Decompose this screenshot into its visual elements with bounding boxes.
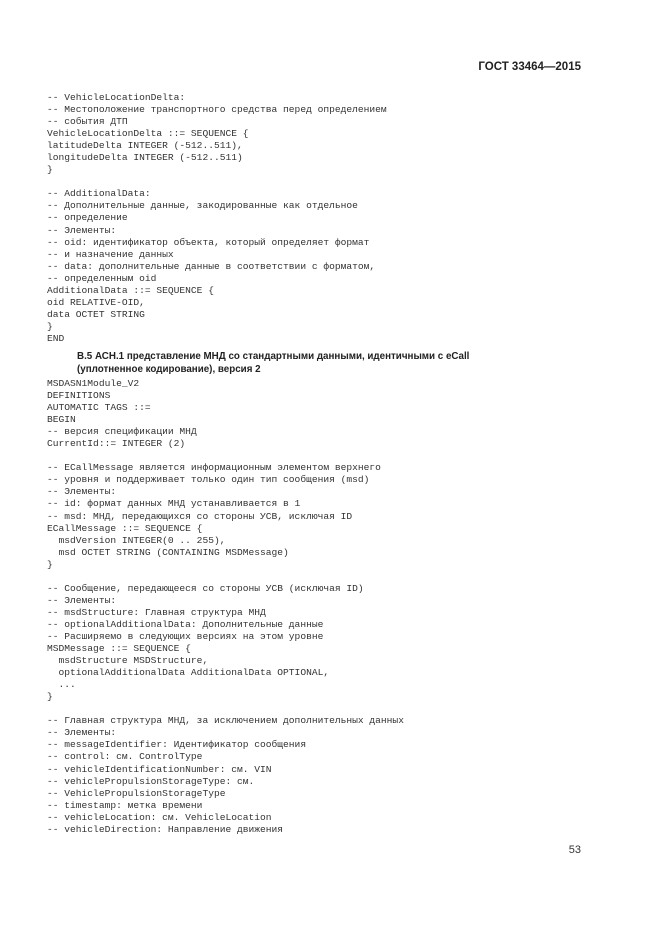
code-line: -- VehiclePropulsionStorageType	[47, 787, 226, 799]
asn1-code-block-1	[47, 92, 607, 345]
code-line: -- Местоположение транспортного средства перед определением	[47, 104, 387, 116]
code-line: -- timestamp: метка времени	[47, 799, 203, 811]
code-line: }	[47, 691, 53, 703]
code-line: -- версия спецификации МНД	[47, 426, 197, 438]
code-line: -- control: см. ControlType	[47, 751, 203, 763]
code-line: }	[47, 320, 53, 332]
code-line: }	[47, 558, 53, 570]
code-line: AUTOMATIC TAGS ::=	[47, 402, 151, 414]
code-line: -- optionalAdditionalData: Дополнительные данные	[47, 618, 324, 630]
section-heading-b5	[77, 351, 597, 376]
code-line: msdStructure MSDStructure,	[47, 655, 209, 667]
code-line: latitudeDelta INTEGER (-512..511),	[47, 140, 243, 152]
code-line: -- VehicleLocationDelta:	[47, 92, 186, 103]
code-line: -- Расширяемо в следующих версиях на этом уровне	[47, 630, 324, 642]
code-line: -- data: дополнительные данные в соответствии с форматом,	[47, 260, 376, 272]
code-line: CurrentId::= INTEGER (2)	[47, 438, 186, 450]
section-heading-line-2: (уплотненное кодирование), версия 2	[77, 363, 261, 375]
code-line: }	[47, 164, 53, 176]
code-line: -- события ДТП	[47, 116, 128, 128]
code-line: AdditionalData ::= SEQUENCE {	[47, 284, 214, 296]
code-line	[47, 571, 607, 583]
code-line: -- oid: идентификатор объекта, который определяет формат	[47, 236, 370, 248]
asn1-code-block-2	[47, 378, 607, 836]
code-line: MSDMessage ::= SEQUENCE {	[47, 643, 191, 655]
code-line: VehicleLocationDelta ::= SEQUENCE {	[47, 128, 249, 140]
code-line: -- уровня и поддерживает только один тип сообщения (msd)	[47, 474, 370, 486]
code-line: -- vehicleLocation: см. VehicleLocation	[47, 811, 272, 823]
page-number: 53	[568, 844, 581, 856]
code-line: MSDASN1Module_V2	[47, 378, 140, 389]
code-line: msdVersion INTEGER(0 .. 255),	[47, 534, 226, 546]
code-line: -- Элементы:	[47, 727, 117, 739]
code-line: -- messageIdentifier: Идентификатор сообщения	[47, 739, 307, 751]
code-line	[47, 450, 607, 462]
code-line: -- Главная структура МНД, за исключением дополнительных данных	[47, 715, 404, 727]
code-line: -- msd: МНД, передающихся со стороны УСВ, исключая ID	[47, 510, 353, 522]
code-line: DEFINITIONS	[47, 390, 111, 402]
code-line: -- Сообщение, передающееся со стороны УСВ (исключая ID)	[47, 582, 364, 594]
code-line: -- msdStructure: Главная структура МНД	[47, 606, 266, 618]
code-line: data OCTET STRING	[47, 308, 145, 320]
code-line: -- определение	[47, 212, 128, 224]
code-line: -- vehicleDirection: Направление движения	[47, 823, 284, 835]
code-line: -- Дополнительные данные, закодированные как отдельное	[47, 200, 358, 212]
code-line: ...	[47, 679, 76, 691]
code-line: END	[47, 332, 65, 344]
code-line: -- Элементы:	[47, 594, 117, 606]
standard-header: ГОСТ 33464—2015	[478, 61, 581, 73]
code-line: -- определенным oid	[47, 272, 157, 284]
code-line: -- ECallMessage является информационным элементом верхнего	[47, 462, 381, 474]
code-line: optionalAdditionalData AdditionalData OPTIONAL,	[47, 667, 330, 679]
code-line: ECallMessage ::= SEQUENCE {	[47, 522, 203, 534]
code-line: longitudeDelta INTEGER (-512..511)	[47, 152, 243, 164]
code-line: -- vehiclePropulsionStorageType: см.	[47, 775, 255, 787]
code-line: -- AdditionalData:	[47, 188, 151, 200]
code-line	[47, 176, 607, 188]
code-line: -- id: формат данных МНД устанавливается в 1	[47, 498, 301, 510]
code-line: oid RELATIVE-OID,	[47, 296, 145, 308]
code-line: -- Элементы:	[47, 224, 117, 236]
code-line: BEGIN	[47, 414, 76, 426]
code-line: -- Элементы:	[47, 486, 117, 498]
code-line: -- и назначение данных	[47, 248, 174, 260]
code-line: msd OCTET STRING (CONTAINING MSDMessage)	[47, 546, 289, 558]
code-line: -- vehicleIdentificationNumber: см. VIN	[47, 763, 272, 775]
code-line	[47, 703, 607, 715]
section-heading-line-1: В.5 АСН.1 представление МНД со стандартными данными, идентичными с eCall	[77, 351, 470, 362]
